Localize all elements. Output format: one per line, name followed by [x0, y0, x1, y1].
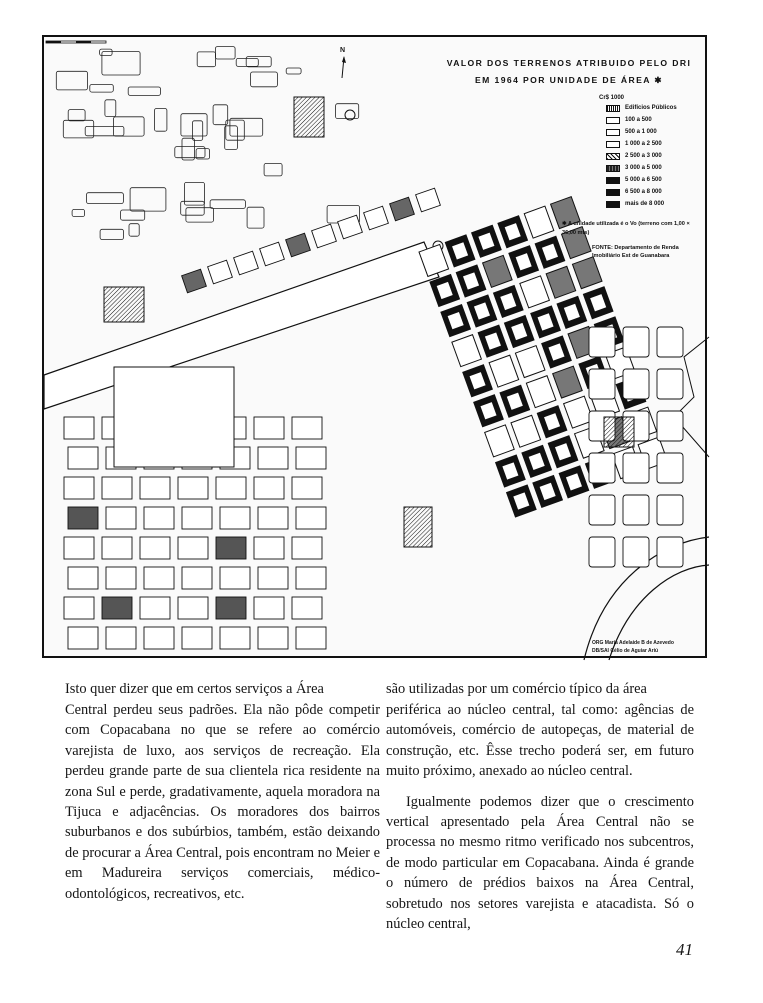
city-block: [623, 369, 649, 399]
city-block: [589, 537, 615, 567]
hill-block: [210, 200, 245, 209]
city-block: [589, 453, 615, 483]
city-block: [140, 477, 170, 499]
city-block: [553, 366, 583, 398]
open-plaza: [114, 367, 234, 467]
city-block: [68, 507, 98, 529]
city-block: [216, 537, 246, 559]
legend-item: [606, 138, 694, 150]
city-block: [216, 597, 246, 619]
hill-block: [247, 207, 264, 228]
city-block: [220, 627, 250, 649]
right-paragraph-2: Igualmente podemos dizer que o crescimento vertical apresentado pela Área Central não se processa no mesmo ritmo verificado nos subcentros, de modo particular em Copacabana. Ainda é grande o número de prédios baixos na Área Central, sobretudo nos setores varejista e atacadista. Só o núcleo central,: [386, 793, 694, 933]
city-block: [144, 507, 174, 529]
city-block: [296, 447, 326, 469]
city-block: [64, 597, 94, 619]
city-block: [546, 266, 576, 298]
public-building: [404, 507, 432, 547]
city-block: [140, 597, 170, 619]
city-block: [515, 346, 545, 378]
hill-block: [226, 120, 245, 140]
hill-block: [197, 52, 215, 67]
legend-swatch: [606, 201, 620, 208]
city-block: [657, 537, 683, 567]
hill-block: [68, 110, 85, 121]
city-block: [182, 269, 207, 293]
hill-block: [215, 47, 235, 59]
legend-swatch: [606, 129, 620, 136]
city-block: [296, 627, 326, 649]
scale-bar-icon: [44, 37, 110, 47]
city-block: [292, 537, 322, 559]
legend-label: 2 500 a 3 000: [625, 153, 662, 159]
city-block: [520, 276, 550, 308]
city-block: [178, 477, 208, 499]
legend-item: [606, 198, 694, 210]
city-block: [260, 242, 285, 266]
city-block: [483, 255, 513, 287]
city-block: [140, 537, 170, 559]
city-block: [623, 495, 649, 525]
right-column: [386, 681, 694, 934]
hill-block: [63, 120, 93, 138]
city-block: [254, 537, 284, 559]
hill-block: [192, 121, 202, 141]
legend-item: [606, 162, 694, 174]
hill-block: [130, 188, 166, 211]
city-block: [258, 507, 288, 529]
city-block: [623, 327, 649, 357]
city-block: [292, 417, 322, 439]
city-block: [182, 627, 212, 649]
legend-swatch: [606, 153, 620, 160]
city-block: [657, 411, 683, 441]
legend-swatch: [606, 177, 620, 184]
left-column: [65, 681, 380, 904]
city-block: [144, 567, 174, 589]
hill-block: [100, 229, 123, 239]
land-value-map: [42, 35, 707, 658]
city-block: [208, 260, 233, 284]
legend-swatch: [606, 165, 620, 172]
map-title-line-2: EM 1964 POR UNIDADE DE ÁREA ✱: [475, 75, 663, 85]
public-building: [104, 287, 144, 322]
city-block: [657, 327, 683, 357]
city-block: [68, 567, 98, 589]
city-block: [589, 369, 615, 399]
map-title-line-1: VALOR DOS TERRENOS ATRIBUIDO PELO DRI: [446, 58, 692, 68]
legend-swatch: [606, 141, 620, 148]
hill-block: [286, 68, 301, 74]
legend-item: [606, 126, 694, 138]
hill-block: [56, 71, 87, 90]
hill-block: [251, 72, 278, 87]
hill-block: [230, 118, 263, 136]
city-block: [64, 477, 94, 499]
hill-block: [182, 138, 194, 160]
city-block: [182, 507, 212, 529]
city-block: [657, 369, 683, 399]
legend-currency-label: Cr$ 1000: [599, 95, 625, 101]
city-block: [657, 495, 683, 525]
city-block: [589, 327, 615, 357]
hill-block: [181, 114, 207, 136]
city-block: [312, 224, 337, 248]
legend-item: [606, 186, 694, 198]
hill-block: [90, 85, 114, 93]
city-block: [292, 477, 322, 499]
page-number: 41: [676, 940, 693, 959]
city-block: [106, 567, 136, 589]
city-block: [102, 477, 132, 499]
legend-list: [606, 102, 694, 210]
public-building: [604, 417, 634, 447]
legend-item: [606, 174, 694, 186]
city-block: [254, 477, 284, 499]
legend-item: [606, 102, 694, 114]
city-block: [144, 627, 174, 649]
hill-block: [121, 210, 145, 220]
city-block: [64, 417, 94, 439]
city-block: [68, 627, 98, 649]
city-block: [68, 447, 98, 469]
city-block: [485, 425, 515, 457]
city-block: [623, 537, 649, 567]
city-block: [296, 567, 326, 589]
city-block: [178, 597, 208, 619]
legend-label: Edifícios Públicos: [625, 105, 677, 111]
hill-block: [105, 100, 116, 117]
city-block: [220, 567, 250, 589]
hill-block: [100, 49, 113, 55]
city-block: [338, 215, 363, 239]
city-block: [258, 567, 288, 589]
city-block: [511, 415, 541, 447]
city-block: [102, 597, 132, 619]
city-block: [623, 453, 649, 483]
legend-label: 1 000 a 2 500: [625, 141, 662, 147]
city-block: [216, 477, 246, 499]
legend-label: mais de 8 000: [625, 201, 665, 207]
city-block: [292, 597, 322, 619]
hill-block: [155, 109, 167, 132]
legend-label: 5 000 a 6 500: [625, 177, 662, 183]
city-block: [286, 233, 311, 257]
legend-swatch: [606, 189, 620, 196]
city-block: [657, 453, 683, 483]
legend-swatch: [606, 105, 620, 112]
city-block: [102, 537, 132, 559]
legend-unit-note: ✱ A unidade utilizada é o Vo (terreno com 1,00 × 36,00 mts): [562, 221, 690, 236]
city-block: [182, 567, 212, 589]
hill-block: [236, 58, 258, 66]
north-arrow-icon: N: [334, 47, 354, 79]
city-block: [452, 335, 482, 367]
city-block: [220, 507, 250, 529]
hill-block: [72, 209, 85, 216]
city-block: [178, 537, 208, 559]
city-block: [234, 251, 259, 275]
clipped-line: são utilizadas por um comércio típico da área: [386, 681, 647, 697]
city-block: [589, 495, 615, 525]
hill-block: [102, 52, 140, 76]
legend-swatch: [606, 117, 620, 124]
city-block: [526, 376, 556, 408]
city-block: [254, 417, 284, 439]
city-block: [258, 447, 288, 469]
city-block: [416, 188, 441, 212]
hill-block: [129, 224, 139, 237]
legend-source: FONTE: Departamento de Renda Imobiliário Est de Guanabara: [592, 245, 679, 259]
city-block: [489, 355, 519, 387]
left-paragraph: Isto quer dizer que em certos serviços a Área Central perdeu seus padrões. Ela não pôde competir com Copacabana no que se refere ao comércio varejista de luxo, aos serviços de recreação. Ela perdeu grande parte de sua clientela rica residente na zona Sul e perde, gradativamente, aquela moradora na Tijuca e adjacências. Os moradores dos bairros suburbanos e dos subúrbios, também, estão deixando de procurar a Área Central, pois encontram no Meier e em Madureira serviços comerciais, médico-odontológicos, recreativos, etc.: [65, 681, 380, 902]
city-block: [572, 257, 602, 289]
hill-block: [225, 126, 238, 150]
hill-block: [87, 193, 124, 204]
city-block: [390, 197, 415, 221]
city-block: [296, 507, 326, 529]
public-building: [294, 97, 324, 137]
map-legend: [444, 55, 694, 260]
legend-label: 500 a 1 000: [625, 129, 657, 135]
clipped-line: Isto quer dizer que em certos serviços a Área: [65, 681, 324, 697]
hill-block: [128, 87, 160, 95]
legend-label: 3 000 a 5 000: [625, 165, 662, 171]
city-block: [106, 627, 136, 649]
city-block: [258, 627, 288, 649]
hill-block: [264, 163, 282, 176]
map-credits: ORG Maria Adelaide B de Azevedo DB/SAI Célio de Aguiar Ariú: [592, 640, 674, 654]
legend-item: [606, 114, 694, 126]
hill-block: [85, 126, 124, 135]
legend-label: 100 a 500: [625, 117, 652, 123]
legend-label: 6 500 a 8 000: [625, 189, 662, 195]
legend-item: [606, 150, 694, 162]
city-block: [106, 507, 136, 529]
right-paragraph-1: são utilizadas por um comércio típico da área periférica ao núcleo central, tal como: agências de automóveis, comércio de autopeças, de material de construção, etc. Êsse trecho poderá ser, em futuro muito próximo, anexado ao núcleo central.: [386, 681, 694, 780]
city-block: [64, 537, 94, 559]
city-block: [364, 206, 389, 230]
city-block: [254, 597, 284, 619]
